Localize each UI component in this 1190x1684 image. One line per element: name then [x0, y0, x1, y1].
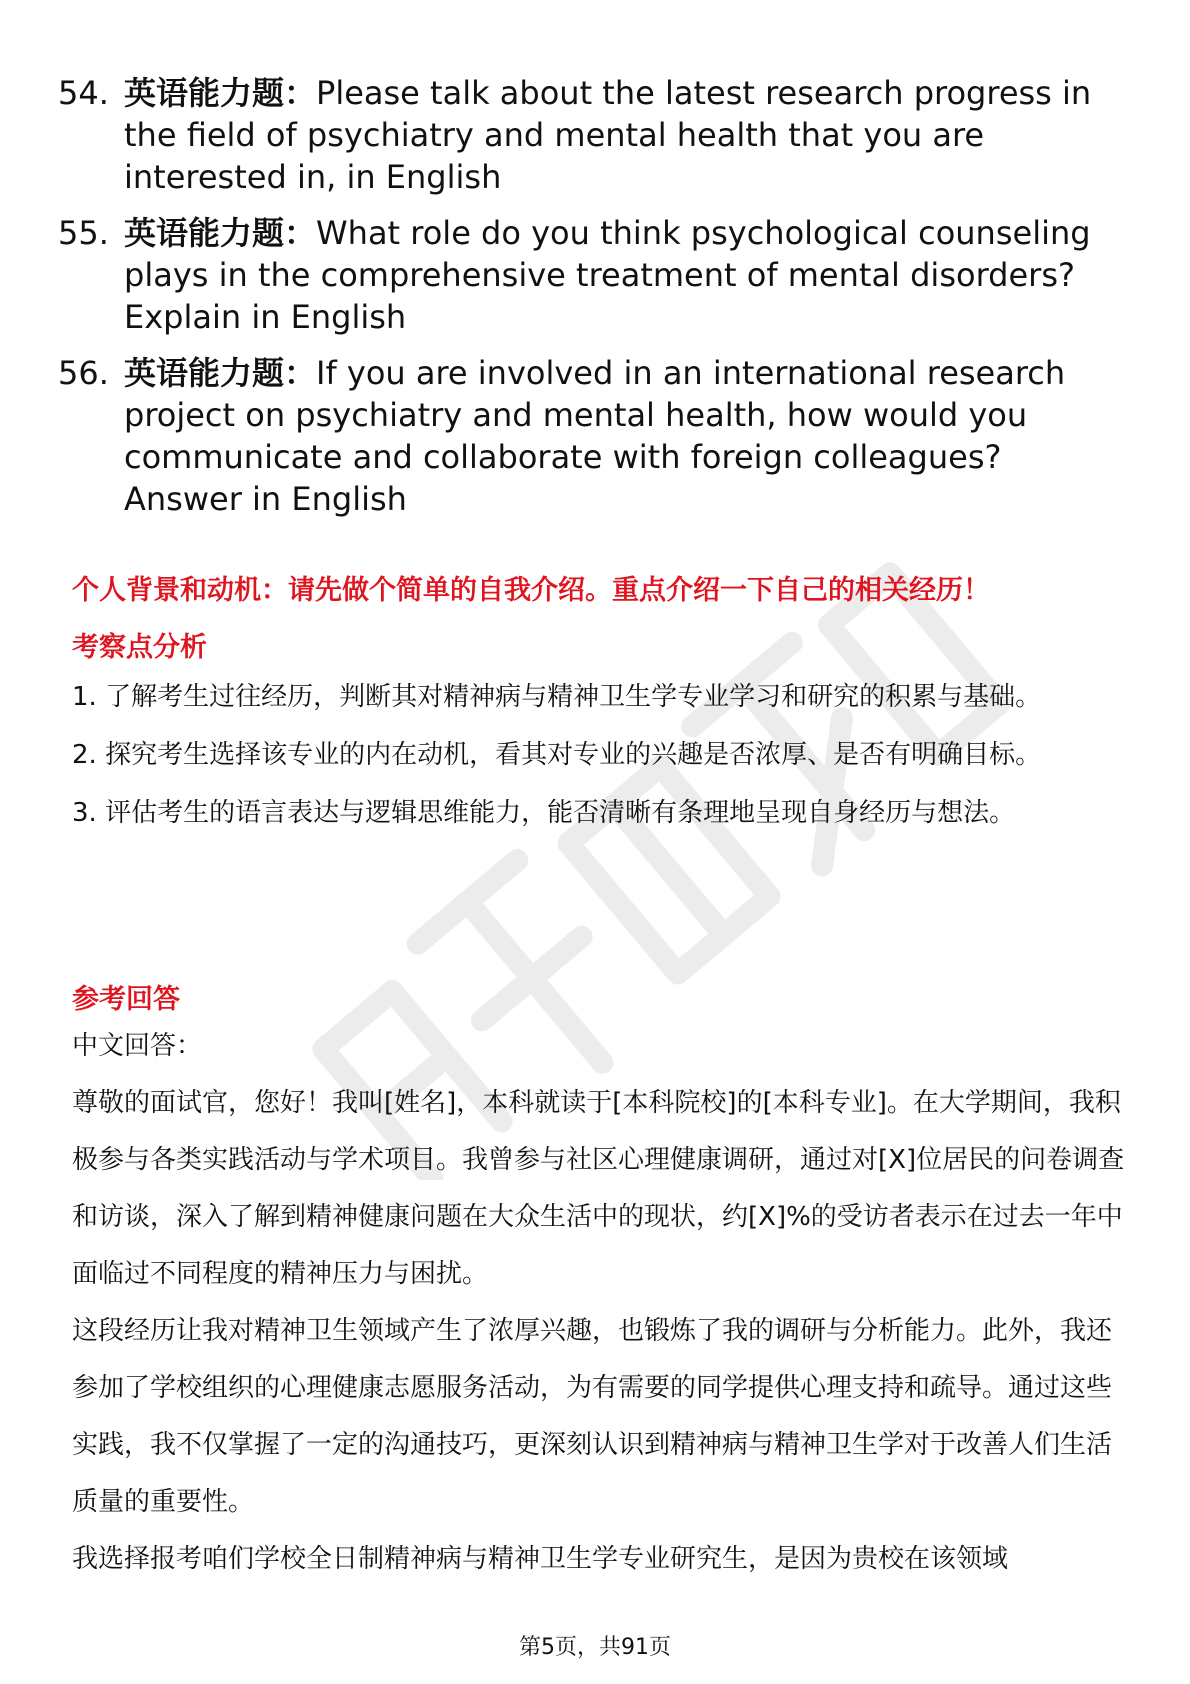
answer-block	[72, 982, 1132, 1588]
question-number: 56.	[58, 354, 109, 392]
page-footer: 第5页，共91页	[519, 1635, 671, 1660]
answer-paragraph: 我选择报考咱们学校全日制精神病与精神卫生学专业研究生，是因为贵校在该领域	[72, 1544, 1009, 1574]
question-text: Please talk about the latest research progress in the field of psychiatry and mental health that you are interested in, in English	[124, 74, 1092, 196]
answer-paragraph: 尊敬的面试官，您好！我叫[姓名]，本科就读于[本科院校]的[本科专业]。在大学期间，我积极参与各类实践活动与学术项目。我曾参与社区心理健康调研，通过对[X]位居民的问卷调查和访谈，深入了解到精神健康问题在大众生活中的现状，约[X]%的受访者表示在过去一年中面临过不同程度的精神压力与困扰。	[72, 1088, 1125, 1289]
analysis-title: 考察点分析	[72, 632, 207, 663]
analysis-item: 3. 评估考生的语言表达与逻辑思维能力，能否清晰有条理地呈现自身经历与想法。	[72, 798, 1016, 828]
answer-title: 参考回答	[72, 984, 180, 1015]
question-tag: 英语能力题：	[124, 74, 317, 112]
question-item	[58, 212, 1118, 338]
answer-subtitle: 中文回答：	[72, 1031, 203, 1061]
answer-paragraph: 这段经历让我对精神卫生领域产生了浓厚兴趣，也锻炼了我的调研与分析能力。此外，我还参加了学校组织的心理健康志愿服务活动，为有需要的同学提供心理支持和疏导。通过这些实践，我不仅掌握了一定的沟通技巧，更深刻认识到精神病与精神卫生学对于改善人们生活质量的重要性。	[72, 1316, 1113, 1517]
question-item	[58, 352, 1118, 520]
section-heading-block	[72, 573, 1132, 609]
analysis-block	[72, 630, 1132, 842]
question-tag: 英语能力题：	[124, 214, 317, 252]
question-tag: 英语能力题：	[124, 354, 317, 392]
question-number: 54.	[58, 74, 109, 112]
analysis-item: 2. 探究考生选择该专业的内在动机，看其对专业的兴趣是否浓厚、是否有明确目标。	[72, 740, 1042, 770]
section-heading: 个人背景和动机：请先做个简单的自我介绍。重点介绍一下自己的相关经历！	[72, 575, 990, 606]
question-text: If you are involved in an international research project on psychiatry and mental health, how would you communicate and collaborate with foreign colleagues? Answer in English	[124, 354, 1066, 518]
analysis-item: 1. 了解考生过往经历，判断其对精神病与精神卫生学专业学习和研究的积累与基础。	[72, 682, 1042, 712]
question-list	[58, 72, 1118, 534]
question-item	[58, 72, 1118, 198]
question-number: 55.	[58, 214, 109, 252]
question-text: What role do you think psychological counseling plays in the comprehensive treatment of mental disorders? Explain in English	[124, 214, 1091, 336]
